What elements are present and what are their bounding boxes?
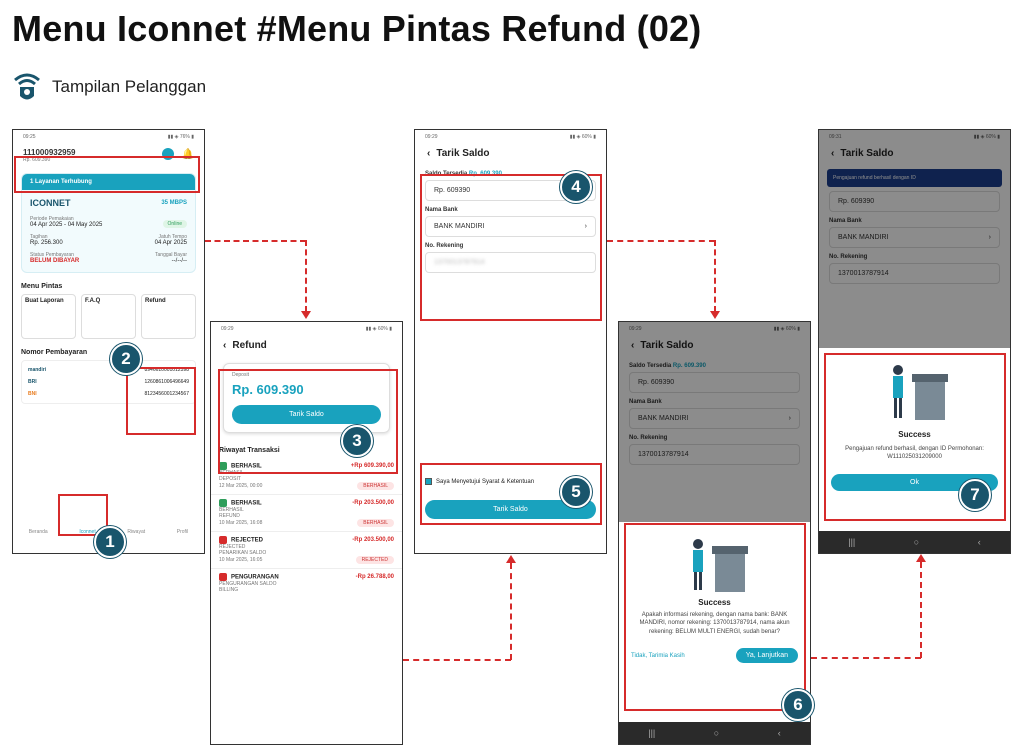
connector-3-4 — [607, 240, 715, 242]
bank-select[interactable]: BANK MANDIRI › — [425, 216, 596, 237]
bank-name: BNI — [28, 391, 37, 397]
iconnet-logo: ICONNET — [30, 198, 71, 208]
bank-label: Nama Bank — [829, 218, 862, 224]
highlight-deposit — [218, 369, 398, 474]
payment-title: Nomor Pembayaran — [21, 349, 88, 356]
continue-button[interactable]: Ya, Lanjutkan — [736, 648, 798, 663]
page-title: Menu Iconnet #Menu Pintas Refund (02) — [12, 8, 702, 49]
period: 04 Apr 2025 - 04 May 2025 — [30, 222, 103, 228]
connector-1-2-down — [305, 240, 307, 312]
step-badge-5: 5 — [560, 476, 592, 508]
ok-button[interactable]: Ok — [831, 474, 998, 491]
history-title: Riwayat Transaksi — [219, 447, 280, 454]
bell-icon[interactable]: 🔔 — [181, 148, 194, 160]
list-item[interactable]: REJECTED -Rp 203.500,00 REJECTED PENARIKAN SALDO 10 Mar 2025, 16:05 REJECTED — [211, 532, 402, 569]
connector-4-5-up — [920, 562, 922, 658]
deposit-amount: Rp. 609.390 — [232, 382, 304, 397]
home-icon[interactable]: ○ — [713, 728, 720, 738]
bank-name: mandiri — [28, 367, 47, 373]
step-badge-2: 2 — [110, 343, 142, 375]
connector-2-3-up — [510, 563, 512, 660]
nav-beranda[interactable]: Beranda — [28, 529, 48, 535]
arrow-down-icon — [710, 311, 720, 319]
rek-input[interactable]: 1370013787914 — [425, 252, 596, 273]
header-title: Tarik Saldo — [436, 148, 490, 159]
menu-refund[interactable]: Refund — [141, 294, 196, 339]
arrow-up-icon — [916, 554, 926, 562]
connector-1-2 — [205, 240, 306, 242]
subtitle-row — [12, 70, 206, 104]
step-badge-3: 3 — [341, 425, 373, 457]
step-badge-6: 6 — [782, 689, 814, 721]
highlight-account — [14, 156, 200, 193]
tarik-saldo-button[interactable]: Tarik Saldo — [232, 405, 381, 424]
due-label: Jatuh Tempo — [158, 234, 187, 240]
arrow-down-icon — [301, 311, 311, 319]
status-icon — [219, 573, 227, 581]
home-icon[interactable]: ○ — [913, 537, 920, 547]
success-message: Pengajuan refund berhasil, dengan ID Permohonan: W111025031209000 — [845, 446, 984, 461]
back-icon[interactable]: ‹ — [831, 148, 835, 159]
period-label: Periode Pemakaian — [30, 216, 74, 222]
phone-confirm: 09:29 ▮▮ ◈ 60% ▮ ‹ Tarik Saldo Saldo Tersedia Rp. 609.390 Rp. 609390 Nama Bank BANK MANDIRI › No. Rekening 1370013787914 Success Apakah informasi rekening, dengan nama bank: BANK MANDIRI, nomor rekening: 1370013787914, nama akun rekening: BELUM MULTI ENERGI, sudah benar? Tidak, Tarimia Kasih Ya, Lanjutkan ||| ○ ‹ — [618, 321, 811, 745]
pay-date: --/--/-- — [171, 258, 187, 264]
bank-number[interactable]: 1260861006496649 — [144, 379, 189, 385]
menu-title: Menu Pintas — [21, 283, 63, 290]
pay-status: BELUM DIBAYAR — [30, 258, 80, 264]
bank-number[interactable]: 8946610001012598 — [144, 367, 189, 373]
agree-text: Saya Menyetujui Syarat & Ketentuan — [436, 478, 535, 485]
back-nav-icon[interactable]: ‹ — [777, 728, 781, 738]
bill: Rp. 256.300 — [30, 240, 63, 246]
chevron-right-icon: › — [584, 223, 587, 230]
phone-success: 09:31 ▮▮ ◈ 60% ▮ ‹ Tarik Saldo Pengajuan refund berhasil dengan ID Rp. 609390 Nama Bank BANK MANDIRI › No. Rekening 1370013787914 Success Pengajuan refund berhasil, dengan ID Permohonan: W111025031209000 Ok ||| ○ ‹ — [818, 129, 1011, 554]
back-icon[interactable]: ‹ — [631, 340, 635, 351]
status-icon — [219, 536, 227, 544]
arrow-up-icon — [506, 555, 516, 563]
cancel-button[interactable]: Tidak, Tarimia Kasih — [631, 652, 685, 659]
step-badge-4: 4 — [560, 171, 592, 203]
back-nav-icon[interactable]: ‹ — [977, 537, 981, 547]
service-header: 1 Layanan Terhubung — [22, 174, 195, 190]
success-title: Success — [898, 430, 931, 439]
list-item[interactable]: PENGURANGAN -Rp 26.788,00 PENGURANGAN SALDO BILLING — [219, 574, 394, 593]
nav-profil[interactable]: Profil — [176, 529, 189, 535]
nav-riwayat[interactable]: Riwayat — [127, 529, 146, 535]
menu-faq[interactable]: F.A.Q — [81, 294, 136, 339]
rek-label: No. Rekening — [829, 254, 868, 260]
success-title: Success — [698, 598, 731, 607]
tarik-header — [415, 142, 606, 165]
back-icon[interactable]: ‹ — [223, 340, 227, 351]
step-badge-7: 7 — [959, 479, 991, 511]
status-bar: 09:29 ▮▮ ◈ 60% ▮ — [425, 134, 596, 140]
bank-label: Nama Bank — [425, 207, 458, 213]
rek-label: No. Rekening — [425, 243, 464, 249]
saldo-label: Saldo Tersedia Rp. 609.390 — [425, 171, 502, 177]
header-title: Tarik Saldo — [840, 148, 894, 159]
recents-icon[interactable]: ||| — [848, 537, 856, 547]
list-item[interactable]: BERHASIL -Rp 203.500,00 BERHASIL REFUND 10 Mar 2025, 16:08 BERHASIL — [211, 495, 402, 532]
pay-status-label: Status Pembayaran — [30, 252, 74, 258]
bank-name: BRI — [28, 379, 37, 385]
rek-input: 1370013787914 — [829, 263, 1000, 284]
saldo-link[interactable]: Rp. 609.390 — [468, 171, 502, 177]
saldo-input: Rp. 609390 — [829, 191, 1000, 212]
confirm-message: Apakah informasi rekening, dengan nama bank: BANK MANDIRI, nomor rekening: 1370013787914, nama akun rekening: BELUM MULTI ENERGI, sudah benar? — [639, 612, 790, 635]
tx-list — [211, 458, 402, 597]
speed: 35 MBPS — [161, 200, 187, 206]
saldo-input[interactable]: Rp. 609390 — [425, 180, 596, 201]
rek-label: No. Rekening — [629, 435, 668, 441]
header-title: Tarik Saldo — [640, 340, 694, 351]
due: 04 Apr 2025 — [154, 240, 187, 246]
menu-grid — [21, 294, 196, 339]
pay-date-label: Tanggal Bayar — [155, 252, 187, 258]
tarik-saldo-submit[interactable]: Tarik Saldo — [425, 500, 596, 519]
highlight-refund — [126, 367, 196, 435]
bank-number[interactable]: 8123456001234567 — [144, 391, 189, 397]
header-title: Refund — [232, 340, 267, 351]
account-balance: Rp. 609.390 — [23, 157, 51, 163]
account-number: 111000932959 — [23, 148, 76, 157]
bill-label: Tagihan — [30, 234, 48, 240]
status-bar: 09:25 ▮▮ ◈ 76% ▮ — [23, 134, 194, 140]
bank-select: BANK MANDIRI › — [629, 408, 800, 429]
connector-3-4-down — [714, 240, 716, 312]
rek-input: 1370013787914 — [629, 444, 800, 465]
back-icon[interactable]: ‹ — [427, 148, 431, 159]
connector-2-3 — [403, 659, 511, 661]
recents-icon[interactable]: ||| — [648, 728, 656, 738]
refund-header — [211, 334, 402, 357]
menu-buat-laporan[interactable]: Buat Laporan — [21, 294, 76, 339]
system-nav — [619, 722, 810, 744]
wifi-shield-icon — [12, 70, 42, 104]
deposit-label: Deposit — [232, 372, 249, 378]
nav-iconnet[interactable]: Iconnet — [79, 529, 96, 535]
step-badge-1: 1 — [94, 526, 126, 558]
info-banner: Pengajuan refund berhasil dengan ID — [827, 169, 1002, 187]
bank-label: Nama Bank — [629, 399, 662, 405]
list-item[interactable]: BERHASIL +Rp 609.390,00 BERHASIL DEPOSIT 12 Mar 2025, 00:00 BERHASIL — [211, 458, 402, 495]
status-bar: 09:29 ▮▮ ◈ 60% ▮ — [221, 326, 392, 332]
status-icon — [219, 499, 227, 507]
online-badge: Online — [163, 220, 187, 228]
saldo-label: Saldo Tersedia Rp. 609.390 — [629, 363, 706, 369]
connector-4-5 — [811, 657, 921, 659]
subtitle: Tampilan Pelanggan — [52, 77, 207, 96]
bank-select: BANK MANDIRI › — [829, 227, 1000, 248]
saldo-input: Rp. 609390 — [629, 372, 800, 393]
system-nav — [819, 531, 1010, 553]
highlight-confirm — [624, 523, 806, 711]
